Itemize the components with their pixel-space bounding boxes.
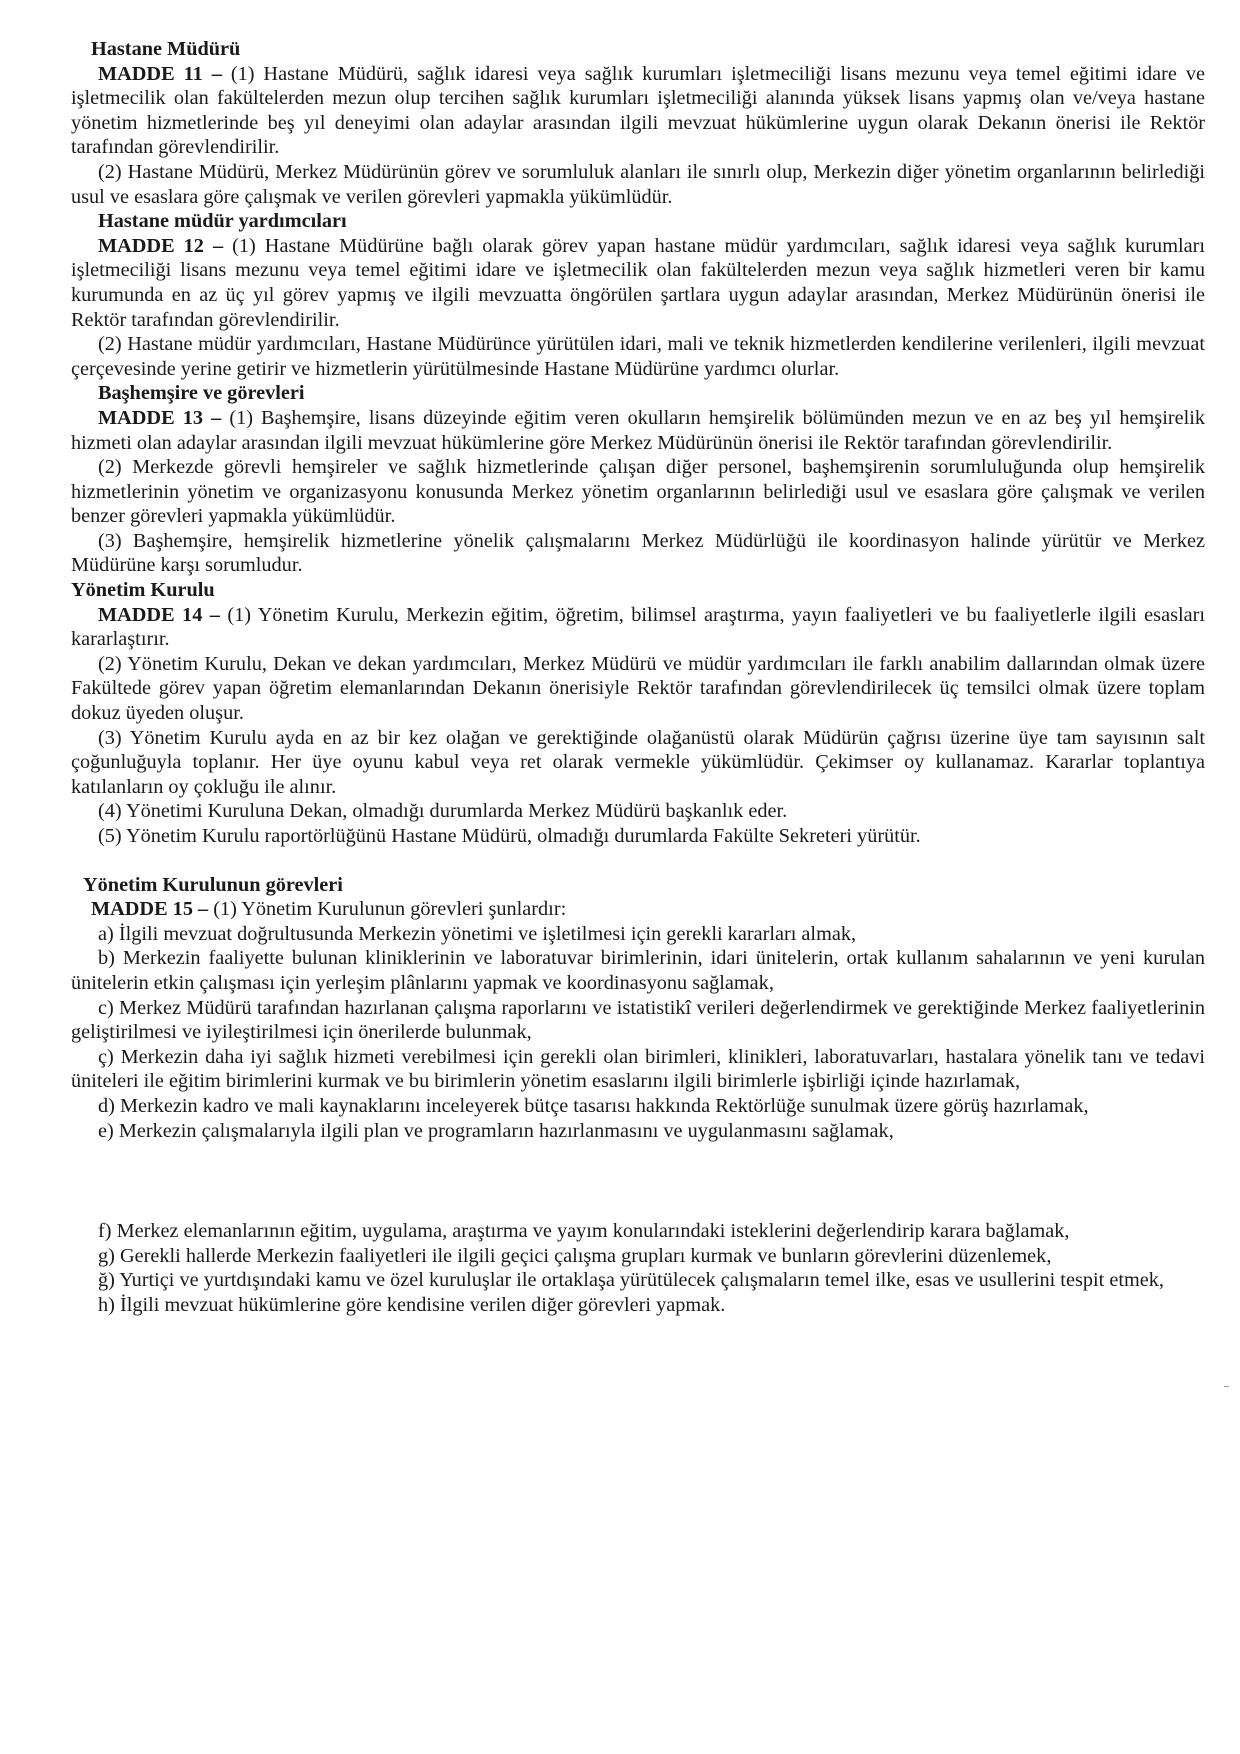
article-13-section [71,381,1205,578]
list-item-h: h) İlgili mevzuat hükümlerine göre kendisine verilen diğer görevleri yapmak. [98,1293,726,1316]
article-number: MADDE 15 – [91,898,209,921]
article-paragraph: MADDE 12 – (1) Hastane Müdürüne bağlı olarak görev yapan hastane müdür yardımcıları, sağlık idaresi veya sağlık kurumları işletmeciliği lisans mezunu veya temel eğitimi idare ve işletmecilik olan fakültelerden mezun veya sağlık hizmetleri veren bir kamu kurumunda en az üç yıl görev yapmış ve ilgili mevzuatta öngörülen şartlara uygun adaylar arasından, Merkez Müdürünün önerisi ile Rektör tarafından görevlendirilir. [71,234,1205,331]
article-paragraph: (2) Merkezde görevli hemşireler ve sağlık hizmetlerinde çalışan diğer personel, başhemşirenin sorumluluğunda olup hemşirelik hizmetlerinin yönetim ve organizasyonu konusunda Merkez yönetim organlarının belirlediği usul ve esaslara göre çalışmak ve verilen benzer görevleri yapmakla yükümlüdür. [71,456,1205,528]
article-14-section [71,578,1205,849]
article-12-section [71,209,1205,381]
scan-artifact-mark [1224,1386,1229,1387]
article-15-section [71,873,1205,1318]
spacer [71,1143,1205,1219]
list-item-g: g) Gerekli hallerde Merkezin faaliyetleri ile ilgili geçici çalışma grupları kurmak ve bunların görevlerini düzenlemek, [98,1244,1052,1267]
article-paragraph: MADDE 13 – (1) Başhemşire, lisans düzeyinde eğitim veren okulların hemşirelik bölümünden mezun ve en az beş yıl hemşirelik hizmeti olan adaylar arasından ilgili mevzuat hükümlerine göre Merkez Müdürünün önerisi ile Rektör tarafından görevlendirilir. [71,406,1206,454]
article-number: MADDE 14 – [98,603,220,626]
spacer [71,849,1205,873]
article-number: MADDE 13 – [98,406,222,429]
article-paragraph: (2) Yönetim Kurulu, Dekan ve dekan yardımcıları, Merkez Müdürü ve müdür yardımcıları ile farklı anabilim dallarından olmak üzere Fakültede görev yapan öğretim elemanlarından Dekanın önerisiyle Rektör tarafından görevlendirilecek üç temsilci olmak üzere toplam dokuz üyeden oluşur. [71,652,1205,725]
article-paragraph: (2) Hastane Müdürü, Merkez Müdürünün görev ve sorumluluk alanları ile sınırlı olup, Merkezin diğer yönetim organlarının belirlediği usul ve esaslara göre çalışmak ve verilen görevleri yapmakla yükümlüdür. [71,160,1205,208]
article-paragraph: MADDE 15 – (1) Yönetim Kurulunun görevleri şunlardır: [91,898,567,921]
article-paragraph: (3) Başhemşire, hemşirelik hizmetlerine yönelik çalışmalarını Merkez Müdürlüğü ile koordinasyon halinde yürütür ve Merkez Müdürüne karşı sorumludur. [71,529,1205,577]
article-paragraph: MADDE 11 – (1) Hastane Müdürü, sağlık idaresi veya sağlık kurumları işletmeciliği lisans mezunu veya temel eğitimi idare ve işletmecilik olan fakültelerden mezun olup tercihen sağlık kurumları işletmeciliği alanında yüksek lisans yapmış olan ve/veya hastane yönetim hizmetlerinde beş yıl deneyimi olan adaylar arasından ilgili mevzuat hükümlerine uygun olarak Dekanın önerisi ile Rektör tarafından görevlendirilir. [71,62,1205,159]
list-item-a: a) İlgili mevzuat doğrultusunda Merkezin yönetimi ve işletilmesi için gerekli kararları almak, [98,922,857,945]
article-paragraph: (3) Yönetim Kurulu ayda en az bir kez olağan ve gerektiğinde olağanüstü olarak Müdürün çağrısı üzerine üye tam sayısının salt çoğunluğuyla toplanır. Her üye oyunu kabul veya ret olarak vermekle yükümlüdür. Çekimser oy kullanamaz. Kararlar toplantıya katılanların oy çokluğu ile alınır. [71,726,1205,798]
article-paragraph: (5) Yönetim Kurulu raportörlüğünü Hastane Müdürü, olmadığı durumlarda Fakülte Sekreteri yürütür. [98,825,921,847]
article-paragraph: MADDE 14 – (1) Yönetim Kurulu, Merkezin eğitim, öğretim, bilimsel araştırma, yayın faaliyetleri ve bu faaliyetlerle ilgili esasları kararlaştırır. [71,603,1205,651]
section-heading: Başhemşire ve görevleri [98,382,305,405]
article-paragraph: (2) Hastane müdür yardımcıları, Hastane Müdürünce yürütülen idari, mali ve teknik hizmetlerden kendilerine verilenleri, ilgili mevzuat çerçevesinde yerine getirir ve hizmetlerin yürütülmesinde Hastane Müdürüne yardımcı olurlar. [71,333,1205,380]
article-paragraph: (4) Yönetimi Kuruluna Dekan, olmadığı durumlarda Merkez Müdürü başkanlık eder. [98,800,788,823]
list-item-gg: ğ) Yurtiçi ve yurtdışındaki kamu ve özel kuruluşlar ile ortaklaşa yürütülecek çalışmaların temel ilke, esas ve usullerini tespit etmek, [98,1269,1164,1292]
section-heading: Hastane müdür yardımcıları [98,210,347,233]
section-heading: Yönetim Kurulunun görevleri [83,873,343,896]
section-heading: Yönetim Kurulu [71,579,215,602]
article-number: MADDE 12 – [98,234,224,257]
section-heading: Hastane Müdürü [91,38,241,60]
list-item-e: e) Merkezin çalışmalarıyla ilgili plan ve programların hazırlanmasını ve uygulanmasını sağlamak, [98,1119,894,1142]
article-11-section [71,37,1205,209]
list-item-c: c) Merkez Müdürü tarafından hazırlanan çalışma raporlarını ve istatistikî verileri değerlendirmek ve gerektiğinde Merkez faaliyetlerinin geliştirilmesi ve iyileştirilmesi için önerilerde bulunmak, [71,996,1205,1044]
list-item-cc: ç) Merkezin daha iyi sağlık hizmeti verebilmesi için gerekli olan birimleri, klinikleri, laboratuvarları, hastalara yönelik tanı ve tedavi üniteleri ile eğitim birimlerini kurmak ve bu birimlerin yönetim esaslarını ilgili birimlerle işbirliği içinde hazırlamak, [71,1045,1205,1093]
article-number: MADDE 11 – [98,62,222,85]
list-item-b: b) Merkezin faaliyette bulunan kliniklerinin ve laboratuvar birimlerinin, idari ünitelerin, ortak kullanım sahalarının ve yeni kurulan ünitelerin etkin çalışması için yerleşim plânlarını yapmak ve koordinasyonu sağlamak, [71,947,1205,994]
list-item-f: f) Merkez elemanlarının eğitim, uygulama, araştırma ve yayım konularındaki isteklerini değerlendirip karara bağlamak, [98,1220,1070,1243]
document-page [71,37,1205,1318]
list-item-d: d) Merkezin kadro ve mali kaynaklarını inceleyerek bütçe tasarısı hakkında Rektörlüğe sunulmak üzere görüş hazırlamak, [98,1094,1089,1117]
